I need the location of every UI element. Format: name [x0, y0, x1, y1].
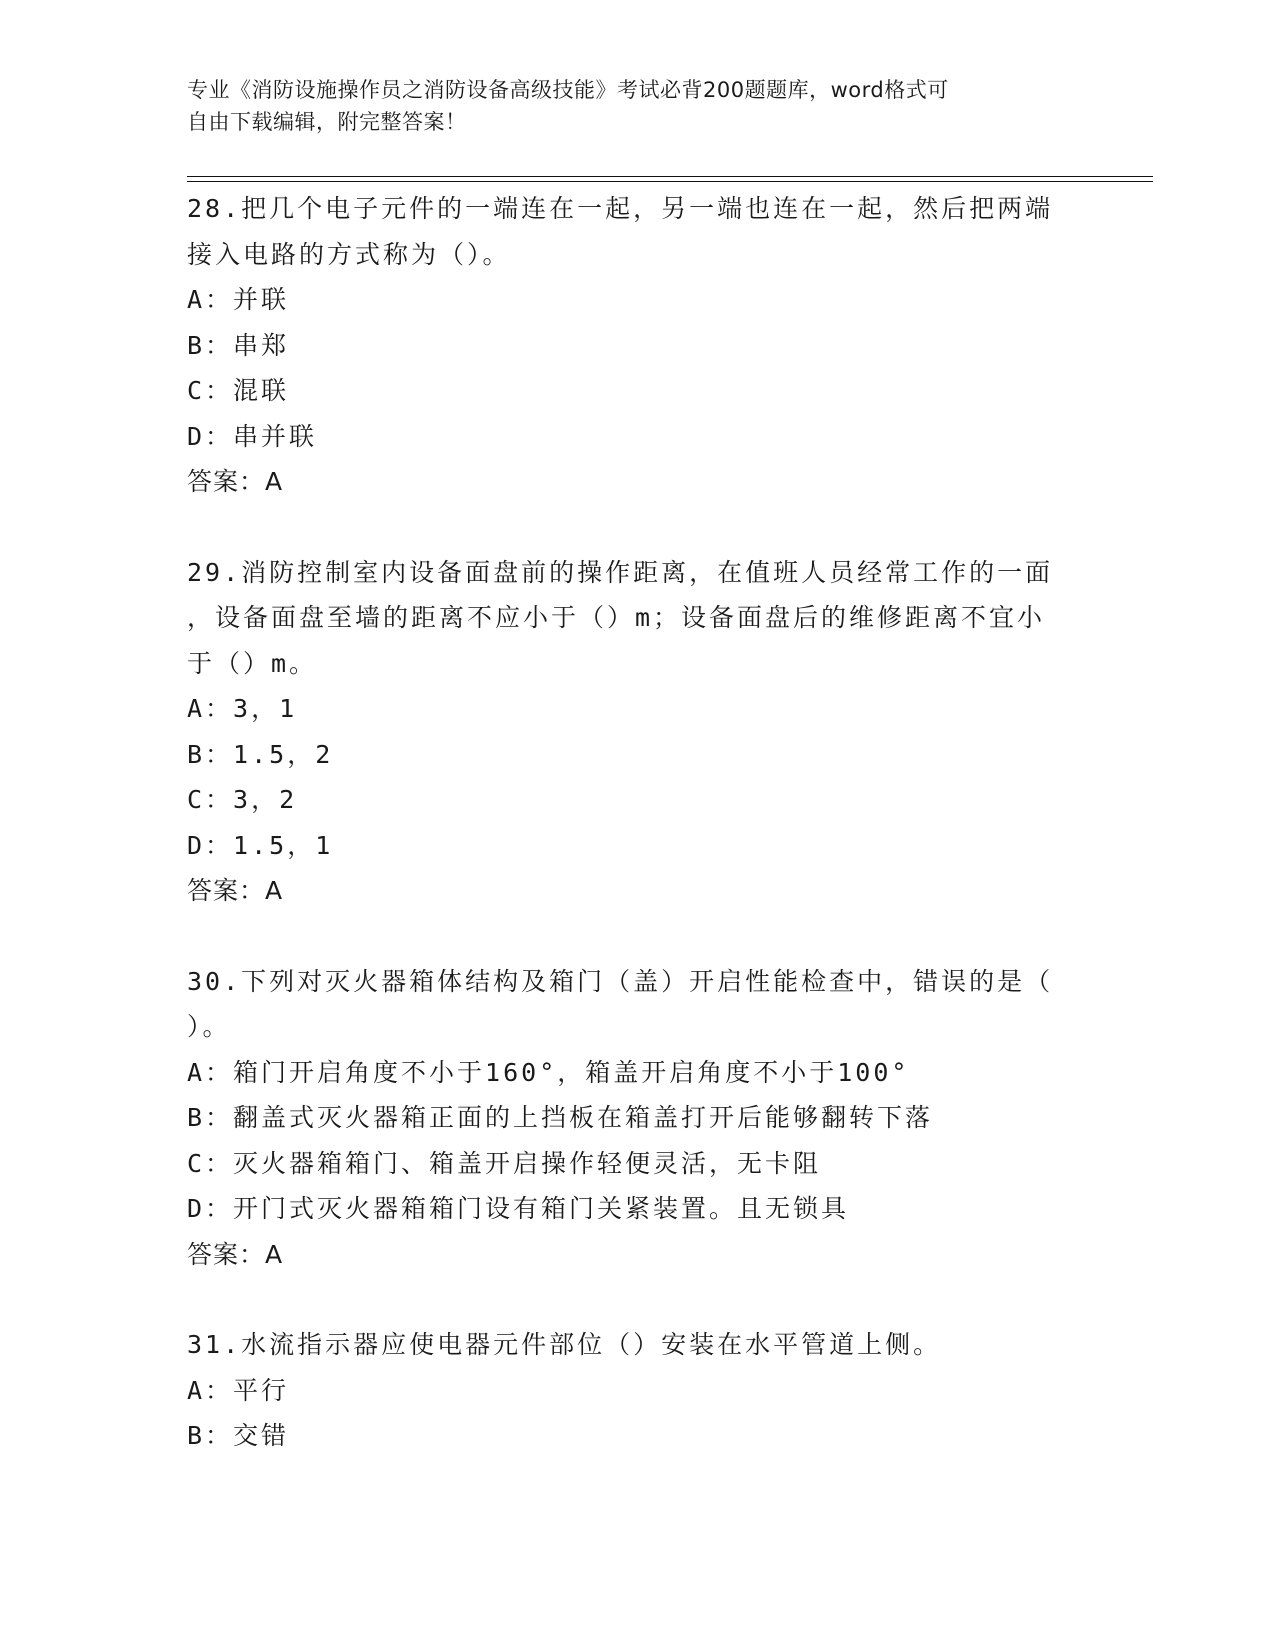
- question-stem-line: ）。: [187, 1012, 231, 1041]
- option-d: D：开门式灭火器箱箱门设有箱门关紧装置。且无锁具: [187, 1194, 850, 1223]
- option-a: A：并联: [187, 285, 290, 314]
- question-stem-line: 30.下列对灭火器箱体结构及箱门（盖）开启性能检查中，错误的是（: [187, 966, 1054, 996]
- document-header: [187, 74, 1087, 138]
- option-b: B：串郑: [187, 330, 290, 360]
- header-line-2: 自由下载编辑，附完整答案！: [187, 110, 467, 134]
- option-d: D：串并联: [187, 421, 318, 451]
- header-divider: [187, 181, 1153, 182]
- option-b: B：1.5，2: [187, 739, 334, 769]
- question-stem-line: 31.水流指示器应使电器元件部位（）安装在水平管道上侧。: [187, 1330, 942, 1359]
- answer-line: 答案：A: [187, 1239, 284, 1269]
- question-30: [187, 959, 1087, 1278]
- answer-line: 答案：A: [187, 467, 284, 496]
- option-a: A：3，1: [187, 694, 298, 723]
- question-stem-line: 接入电路的方式称为（）。: [187, 239, 511, 269]
- question-stem-line: 28.把几个电子元件的一端连在一起，另一端也连在一起，然后把两端: [187, 194, 1054, 223]
- option-b: B：翻盖式灭火器箱正面的上挡板在箱盖打开后能够翻转下落: [187, 1103, 934, 1132]
- option-b: B：交错: [187, 1421, 290, 1450]
- header-line-1: 专业《消防设施操作员之消防设备高级技能》考试必背200题题库，word格式可: [187, 78, 949, 102]
- option-c: C：混联: [187, 376, 290, 405]
- question-28: [187, 186, 1087, 505]
- answer-line: 答案：A: [187, 876, 284, 905]
- option-c: C：3，2: [187, 785, 298, 814]
- header-divider-thin: [187, 176, 1153, 177]
- question-stem-line: 于（）m。: [187, 648, 318, 678]
- option-a: A：平行: [187, 1375, 290, 1405]
- question-stem-line: ，设备面盘至墙的距离不应小于（）m；设备面盘后的维修距离不宜小: [187, 603, 1046, 632]
- question-29: [187, 550, 1087, 914]
- option-c: C：灭火器箱箱门、箱盖开启操作轻便灵活，无卡阻: [187, 1148, 822, 1178]
- option-d: D：1.5，1: [187, 830, 334, 860]
- question-stem-line: 29.消防控制室内设备面盘前的操作距离，在值班人员经常工作的一面: [187, 557, 1054, 587]
- question-31: [187, 1322, 1087, 1459]
- option-a: A：箱门开启角度不小于160°，箱盖开启角度不小于100°: [187, 1057, 910, 1087]
- question-list: [187, 186, 1087, 1459]
